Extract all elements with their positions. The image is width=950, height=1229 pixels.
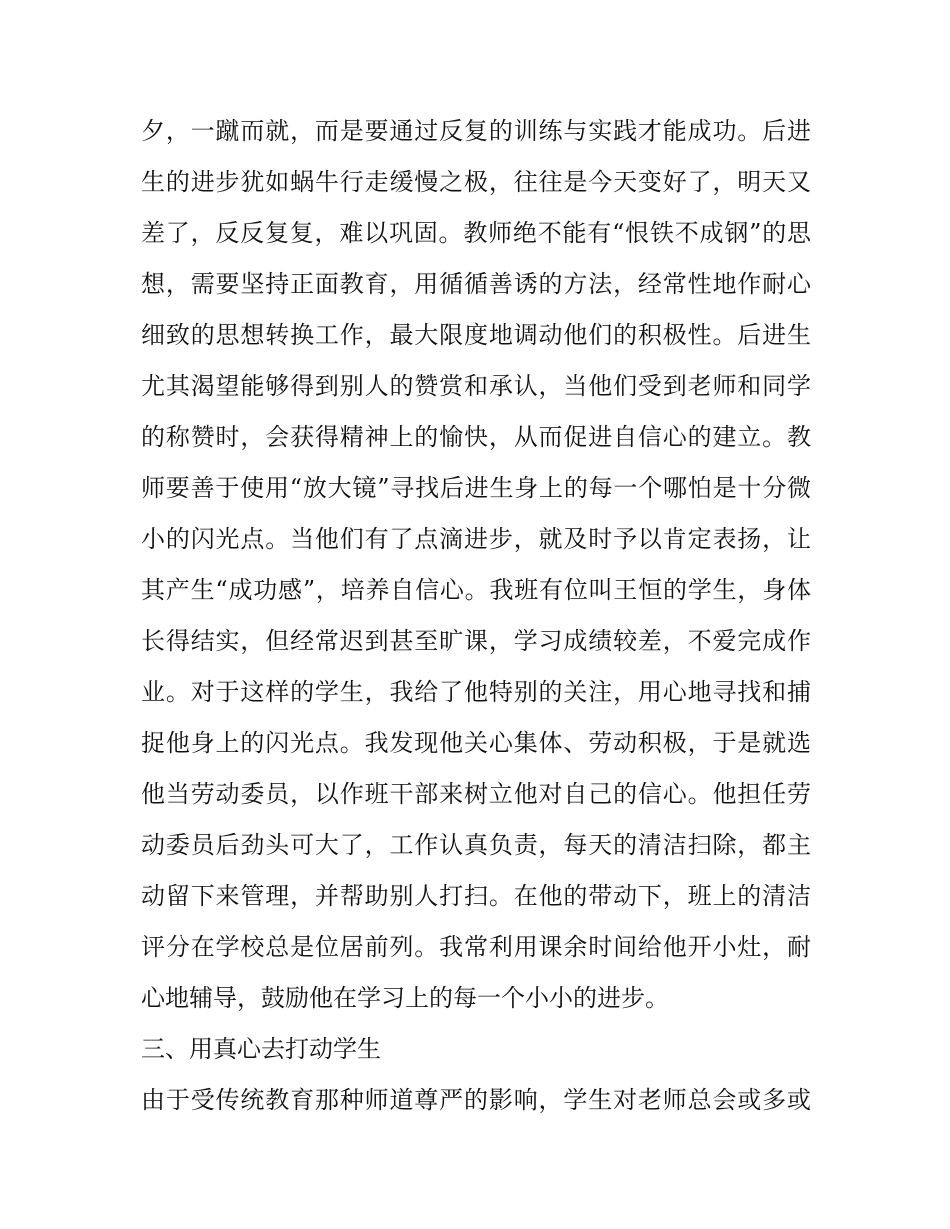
text-line: 的称赞时，会获得精神上的愉快，从而促进自信心的建立。教 xyxy=(141,423,811,451)
text-line: 细致的思想转换工作，最大限度地调动他们的积极性。后进生 xyxy=(141,321,811,349)
text-line: 他当劳动委员，以作班干部来树立他对自己的信心。他担任劳 xyxy=(141,780,811,808)
text-line: 其产生“成功感”，培养自信心。我班有位叫王恒的学生，身体 xyxy=(141,576,811,604)
text-line: 生的进步犹如蜗牛行走缓慢之极，往往是今天变好了，明天又 xyxy=(141,168,811,196)
text-line: 业。对于这样的学生，我给了他特别的关注，用心地寻找和捕 xyxy=(141,678,811,706)
document-body xyxy=(141,106,811,1126)
text-line: 长得结实，但经常迟到甚至旷课，学习成绩较差，不爱完成作 xyxy=(141,627,811,655)
text-line: 尤其渴望能够得到别人的赞赏和承认，当他们受到老师和同学 xyxy=(141,372,811,400)
section-heading: 三、用真心去打动学生 xyxy=(141,1035,381,1063)
text-line: 想，需要坚持正面教育，用循循善诱的方法，经常性地作耐心 xyxy=(141,270,811,298)
text-line: 夕，一蹴而就，而是要通过反复的训练与实践才能成功。后进 xyxy=(141,117,811,145)
text-line: 小的闪光点。当他们有了点滴进步，就及时予以肯定表扬，让 xyxy=(141,525,811,553)
text-line: 由于受传统教育那种师道尊严的影响，学生对老师总会或多或 xyxy=(141,1086,811,1114)
text-line: 捉他身上的闪光点。我发现他关心集体、劳动积极，于是就选 xyxy=(141,729,811,757)
text-line: 动委员后劲头可大了，工作认真负责，每天的清洁扫除，都主 xyxy=(141,831,811,859)
text-line: 动留下来管理，并帮助别人打扫。在他的带动下，班上的清洁 xyxy=(141,882,811,910)
paragraph-end-line: 心地辅导，鼓励他在学习上的每一个小小的进步。 xyxy=(141,984,669,1012)
text-line: 评分在学校总是位居前列。我常利用课余时间给他开小灶，耐 xyxy=(141,933,811,961)
text-line: 师要善于使用“放大镜”寻找后进生身上的每一个哪怕是十分微 xyxy=(141,474,811,502)
text-line: 差了，反反复复，难以巩固。教师绝不能有“恨铁不成钢”的思 xyxy=(141,219,811,247)
